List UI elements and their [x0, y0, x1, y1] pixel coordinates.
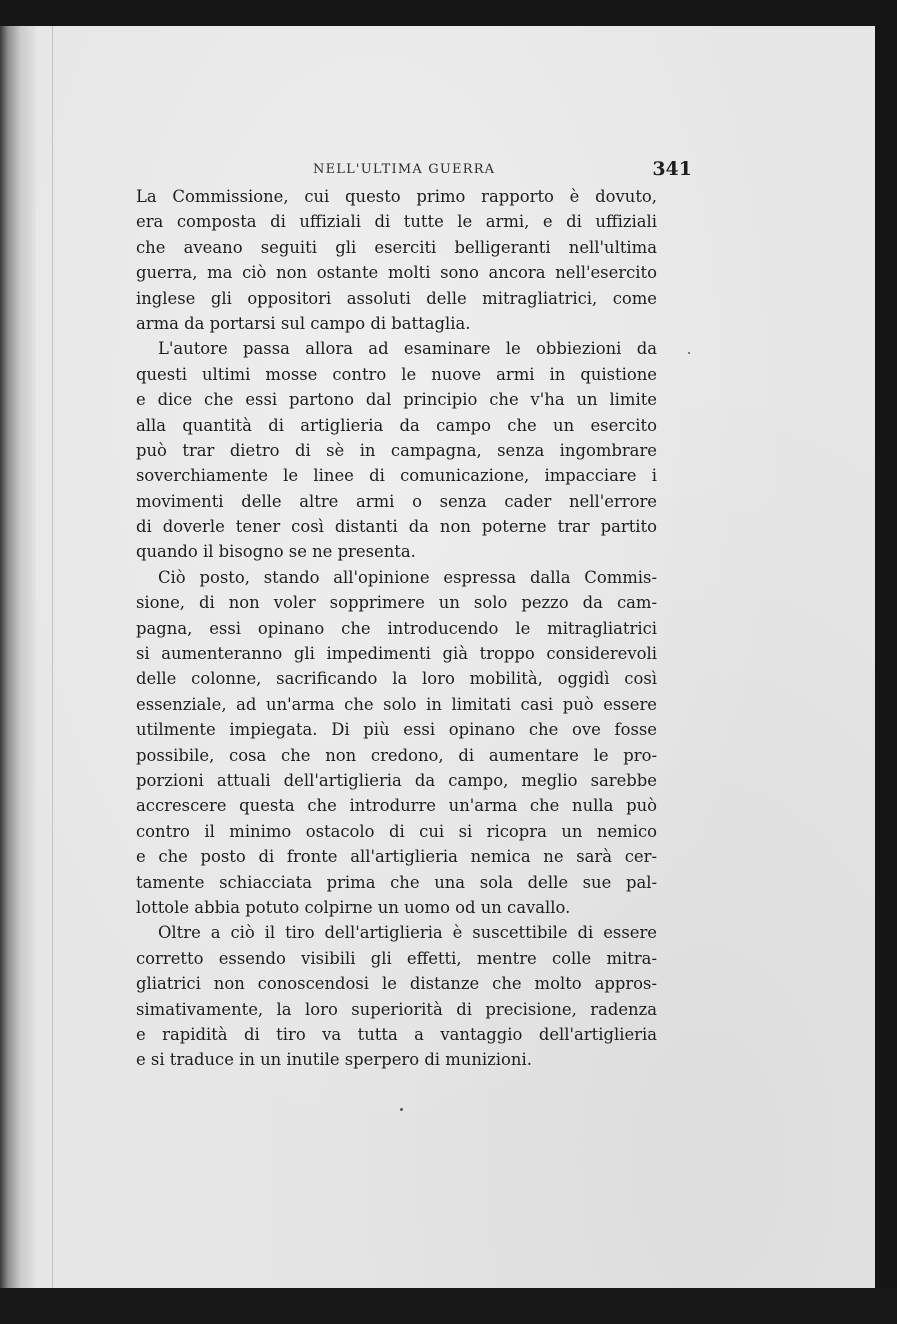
book-spine-shadow	[0, 26, 36, 1288]
text-line: essenziale, ad un'arma che solo in limitati casi può essere	[136, 694, 657, 714]
text-line: alla quantità di artiglieria da campo che un esercito	[136, 415, 657, 435]
text-line: corretto essendo visibili gli effetti, mentre colle mitra-	[136, 948, 657, 968]
text-line: delle colonne, sacrificando la loro mobilità, oggidì così	[136, 669, 657, 689]
scan-bottom-border	[0, 1288, 897, 1324]
text-line: e rapidità di tiro va tutta a vantaggio dell'artiglieria	[136, 1024, 657, 1044]
text-line: tamente schiacciata prima che una sola delle sue pal-	[136, 872, 657, 892]
text-line: si aumenteranno gli impedimenti già troppo considerevoli	[136, 644, 657, 664]
text-line: e dice che essi partono dal principio che v'ha un limite	[136, 390, 657, 410]
page-number: 341	[652, 158, 692, 180]
text-line: questi ultimi mosse contro le nuove armi in quistione	[136, 364, 657, 384]
text-line: soverchiamente le linee di comunicazione, impacciare i	[136, 466, 657, 486]
text-line: simativamente, la loro superiorità di precisione, radenza	[136, 999, 657, 1019]
body-text	[136, 184, 657, 1073]
text-line: era composta di uffiziali di tutte le armi, e di uffiziali	[136, 212, 657, 232]
text-line: Oltre a ciò il tiro dell'artiglieria è suscettibile di essere	[158, 923, 657, 943]
scan-right-border	[875, 0, 897, 1324]
text-line: accrescere questa che introdurre un'arma che nulla può	[136, 796, 657, 816]
text-line: inglese gli oppositori assoluti delle mitragliatrici, come	[136, 288, 657, 308]
running-head: NELL'ULTIMA GUERRA	[313, 162, 496, 177]
text-line: di doverle tener così distanti da non poterne trar partito	[136, 517, 657, 537]
text-line: utilmente impiegata. Di più essi opinano che ove fosse	[136, 720, 657, 740]
text-line: può trar dietro di sè in campagna, senza ingombrare	[136, 440, 657, 460]
text-line: contro il minimo ostacolo di cui si ricopra un nemico	[136, 821, 657, 841]
text-line: e si traduce in un inutile sperpero di munizioni.	[136, 1050, 532, 1070]
text-line: guerra, ma ciò non ostante molti sono ancora nell'esercito	[136, 263, 657, 283]
ink-speck	[688, 352, 690, 354]
text-line: movimenti delle altre armi o senza cader nell'errore	[136, 491, 657, 511]
gutter-line	[52, 26, 53, 1288]
text-line: e che posto di fronte all'artiglieria nemica ne sarà cer-	[136, 847, 657, 867]
text-line: quando il bisogno se ne presenta.	[136, 542, 416, 562]
text-line: lottole abbia potuto colpirne un uomo od un cavallo.	[136, 897, 571, 917]
text-line: possibile, cosa che non credono, di aumentare le pro-	[136, 745, 657, 765]
text-line: L'autore passa allora ad esaminare le obbiezioni da	[158, 339, 657, 359]
text-line: porzioni attuali dell'artiglieria da campo, meglio sarebbe	[136, 770, 657, 790]
scan-top-border	[0, 0, 897, 26]
ink-speck	[400, 1108, 403, 1111]
text-line: La Commissione, cui questo primo rapporto è dovuto,	[136, 187, 657, 206]
text-line: che aveano seguiti gli eserciti belligeranti nell'ultima	[136, 237, 657, 257]
page-header	[298, 158, 698, 182]
text-line: pagna, essi opinano che introducendo le mitragliatrici	[136, 618, 657, 638]
text-line: sione, di non voler sopprimere un solo pezzo da cam-	[136, 593, 657, 613]
book-page	[36, 26, 875, 1288]
text-line: arma da portarsi sul campo di battaglia.	[136, 313, 471, 333]
text-line: Ciò posto, stando all'opinione espressa dalla Commis-	[158, 567, 657, 587]
text-line: gliatrici non conoscendosi le distanze che molto appros-	[136, 974, 657, 994]
